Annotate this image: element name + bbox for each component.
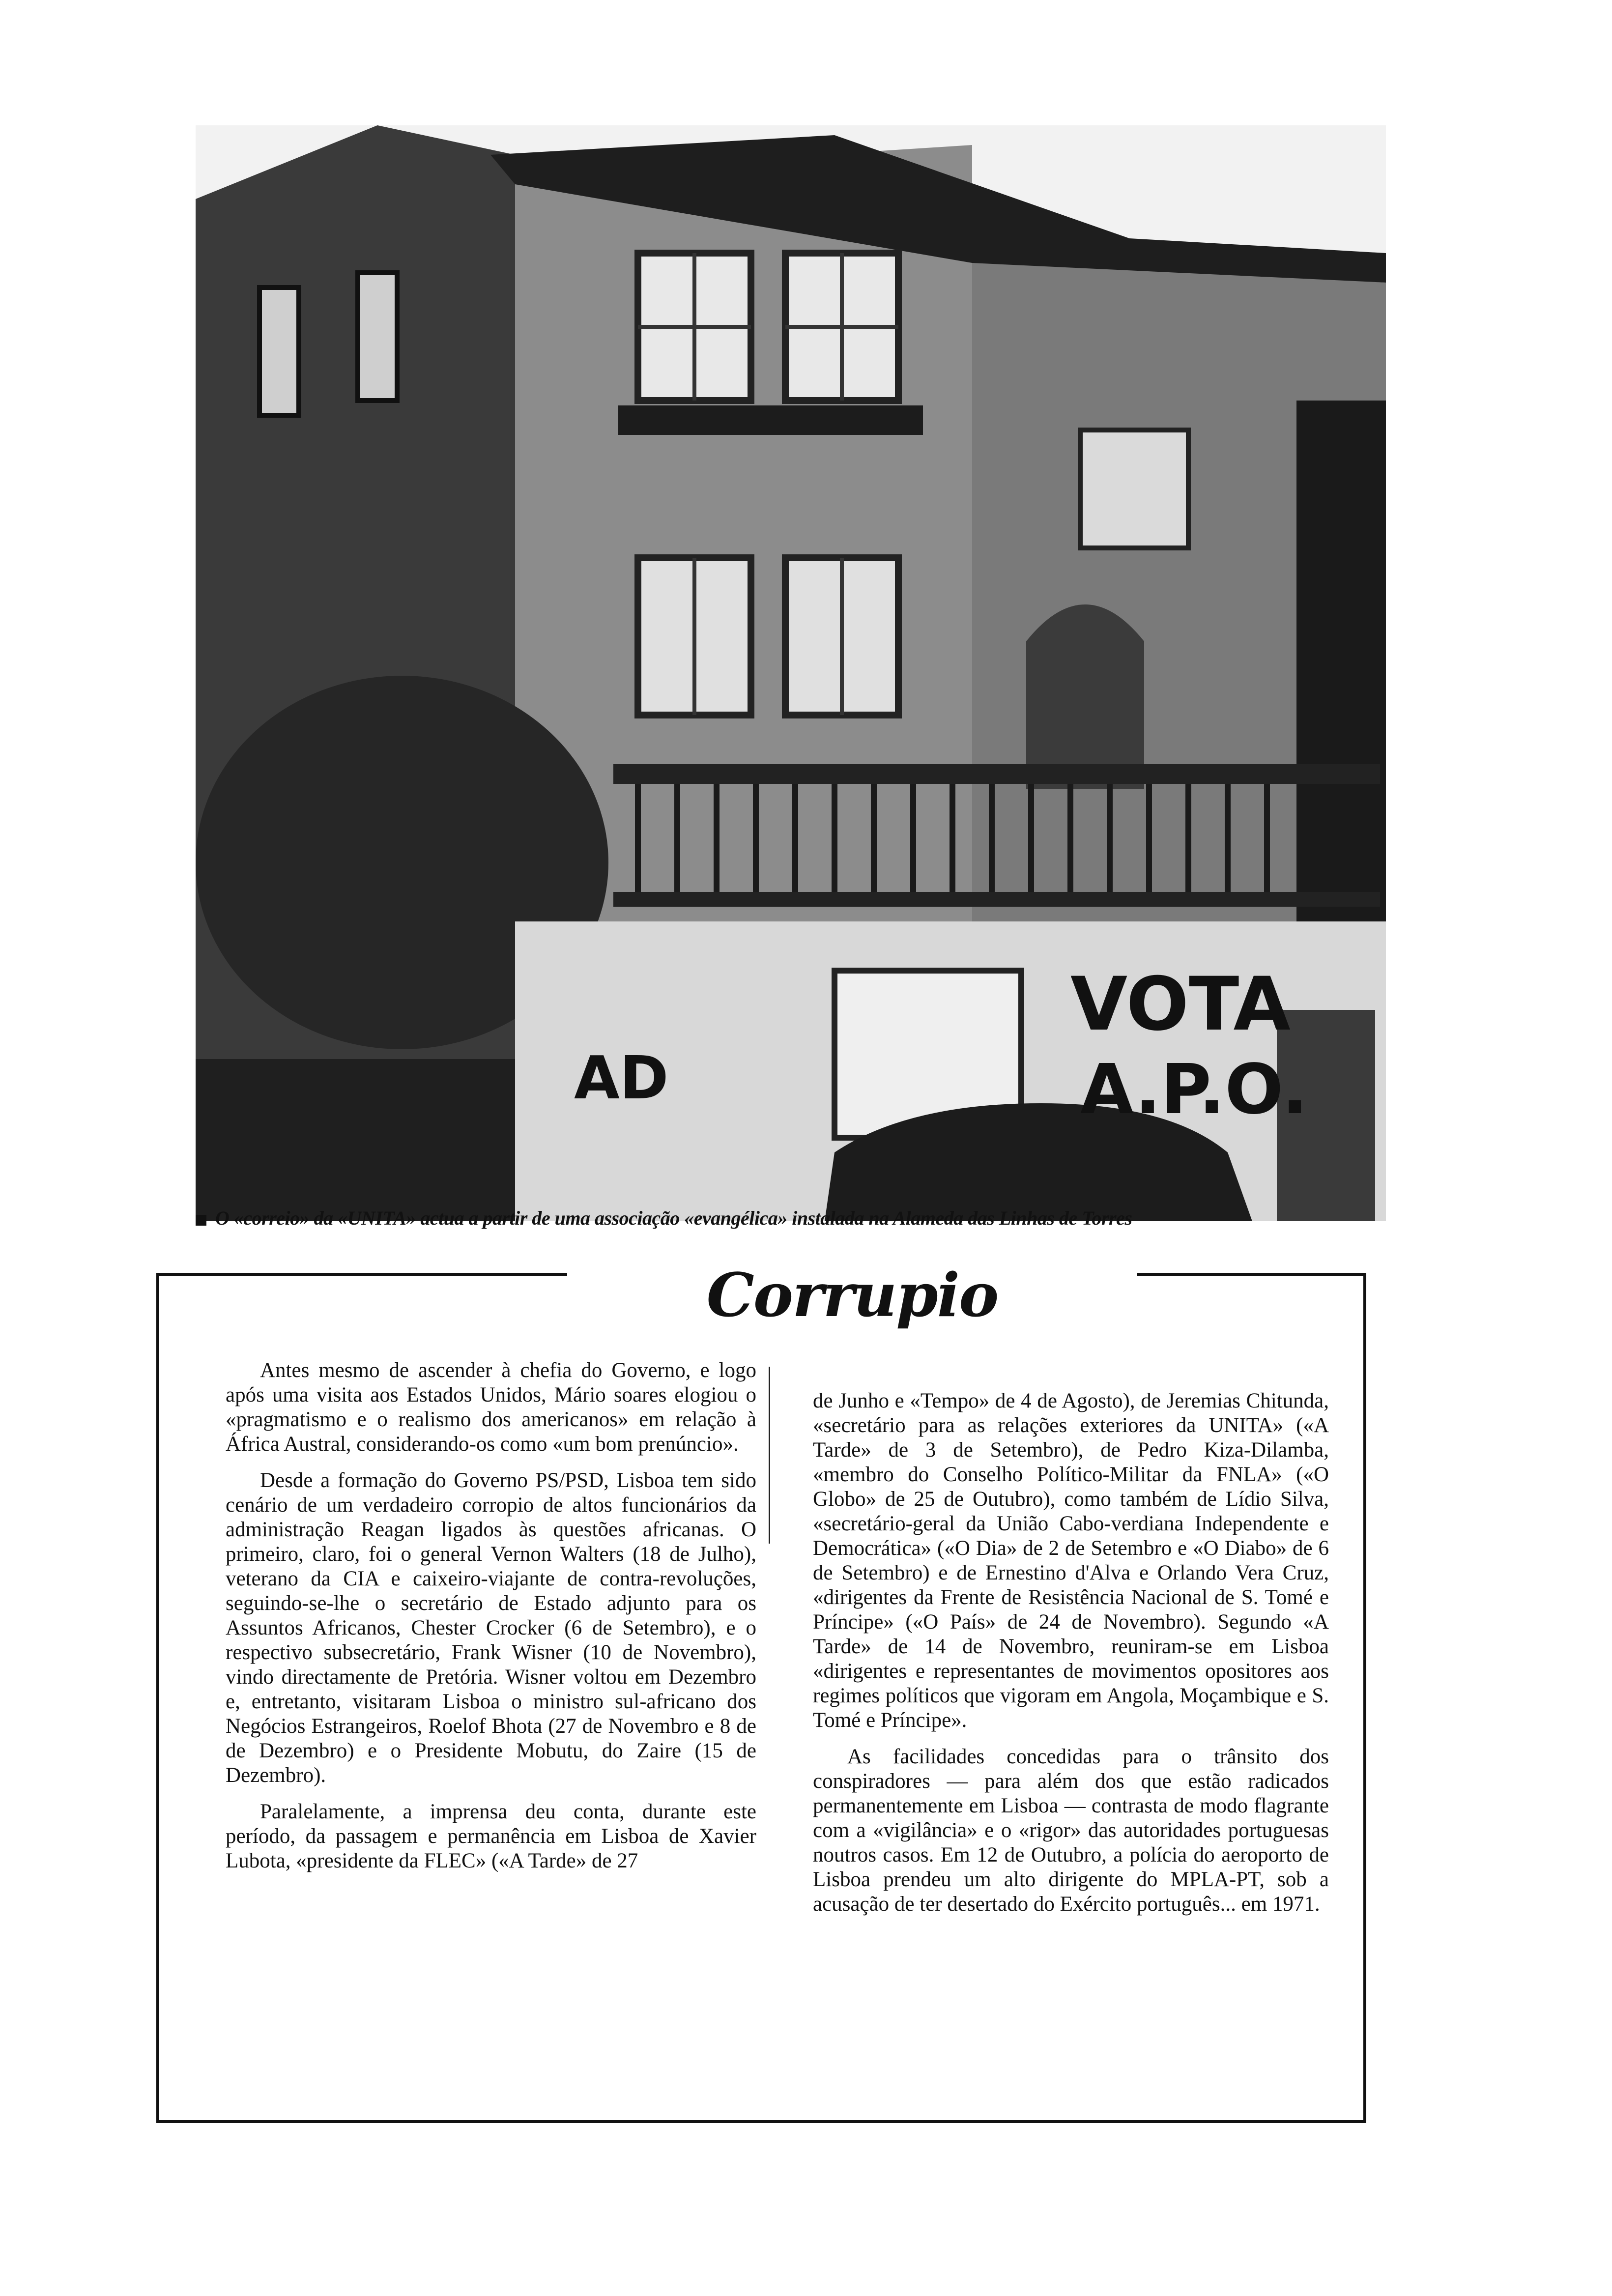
article-right-column: [813, 1389, 1329, 1928]
right-paragraph-2: As facilidades concedidas para o trânsito dos conspiradores — para além dos que estão radicados permanentemente em Lisboa — contrasta de modo flagrante com a «vigilância» e o «rigor» das autoridades portuguesas noutros casos. Em 12 de Outubro, a polícia do aeroporto de Lisboa prendeu um alto dirigente do MPLA-PT, sob a acusação de ter desertado do Exército português... em 1971.: [813, 1745, 1329, 1916]
graffiti-right-line1: VOTA: [1070, 962, 1291, 1047]
article-headline: Corrupio: [706, 1260, 998, 1330]
article-left-column: [226, 1358, 756, 1885]
column-divider: [769, 1367, 770, 1544]
article-box: [156, 1260, 1366, 2123]
caption-bullet-icon: [196, 1215, 206, 1226]
right-paragraph-1: de Junho e «Tempo» de 4 de Agosto), de Jeremias Chitunda, «secretário para as relações exteriores da UNITA» («A Tarde» de 3 de Setembro), de Pedro Kiza-Dilamba, «membro do Conselho Político-Militar da FNLA» («O Globo» de 25 de Outubro), como também de Lídio Silva, «secretário-geral da União Cabo-verdiana Independente e Democrática» («O Dia» de 2 de Setembro e «O Diabo» de 6 de Setembro) e de Ernestino d'Alva e Orlando Vera Cruz, «dirigentes da Frente de Resistência Nacional de S. Tomé e Príncipe» («O País» de 24 de Novembro). Segundo «A Tarde» de 14 de Novembro, reuniram-se em Lisboa «dirigentes e representantes de movimentos opositores aos regimes políticos que vigoram em Angola, Moçambique e S. Tomé e Príncipe».: [813, 1389, 1329, 1732]
graffiti-left: AD: [574, 1044, 669, 1113]
left-paragraph-3: Paralelamente, a imprensa deu conta, durante este período, da passagem e permanência em Lisboa de Xavier Lubota, «presidente da FLEC» («A Tarde» de 27: [226, 1800, 756, 1872]
left-paragraph-2: Desde a formação do Governo PS/PSD, Lisboa tem sido cenário de um verdadeiro corropio de altos funcionários da administração Reagan ligados às questões africanas. O primeiro, claro, foi o general Vernon Walters (18 de Julho), veterano da CIA e caixeiro-viajante de contra-revoluções, seguindo-se-lhe o secretário de Estado adjunto para os Assuntos Africanos, Chester Crocker (6 de Setembro), e o respectivo subsecretário, Frank Wisner (10 de Novembro), vindo directamente de Pretória. Wisner voltou em Dezembro e, entretanto, visitaram Lisboa o ministro sul-africano dos Negócios Estrangeiros, Roelof Bhota (27 de Novembro e 8 de de Dezembro) e o Presidente Mobutu, do Zaire (15 de Dezembro).: [226, 1469, 756, 1787]
left-paragraph-1: Antes mesmo de ascender à chefia do Governo, e logo após uma visita aos Estados Unidos, Mário soares elogiou o «pragmatismo e o realismo dos americanos» em relação à África Austral, considerando-os como «um bom prenúncio».: [226, 1359, 756, 1456]
caption-text: O «correio» da «UNITA» actua a partir de uma associação «evangélica» instalada na Alameda das Linhas de Torres: [215, 1207, 1132, 1229]
photo-caption: [196, 1206, 1434, 1230]
graffiti-right-line2: A.P.O.: [1080, 1050, 1308, 1130]
building-photo: [196, 125, 1386, 1221]
